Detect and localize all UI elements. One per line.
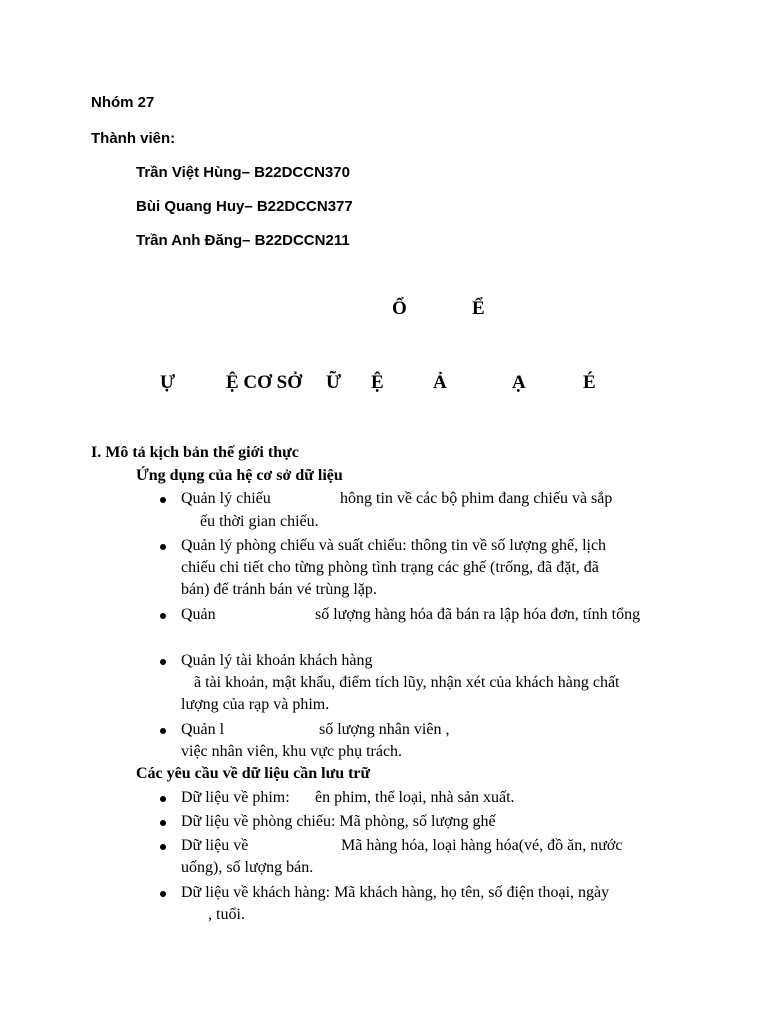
title-fragment: Ạ <box>512 372 526 393</box>
subsection-heading: Các yêu cầu về dữ liệu cần lưu trữ <box>136 765 371 782</box>
list-item: số lượng nhân viên , <box>319 721 450 738</box>
list-item: Dữ liệu về phòng chiếu: Mã phòng, số lượng ghế <box>181 813 496 830</box>
bullet-icon <box>160 728 166 734</box>
list-item-continued: việc nhân viên, khu vực phụ trách. <box>181 743 403 760</box>
title-fragment: Ể <box>472 298 485 319</box>
member-2: Bùi Quang Huy– B22DCCN377 <box>136 198 353 215</box>
list-item: Quản lý phòng chiếu và suất chiếu: thông tin về số lượng ghế, lịch <box>181 537 607 554</box>
list-item: hông tin về các bộ phim đang chiếu và sắp <box>340 490 613 507</box>
list-item-continued: chiếu chi tiết cho từng phòng tình trạng các ghế (trống, đã đặt, đã <box>181 559 599 576</box>
list-item: Quản lý tài khoản khách hàng <box>181 652 373 669</box>
list-item-continued: ếu thời gian chiếu. <box>200 513 319 530</box>
section-heading: I. Mô tả kịch bản thế giới thực <box>91 444 299 461</box>
title-fragment: Ữ <box>326 372 342 393</box>
bullet-icon <box>160 796 166 802</box>
list-item: Quản l <box>181 721 225 738</box>
list-item-continued: uống), số lượng bán. <box>181 859 314 876</box>
title-fragment: Ả <box>433 372 447 393</box>
member-1: Trần Việt Hùng– B22DCCN370 <box>136 164 350 181</box>
list-item-continued: bán) để tránh bán vé trùng lặp. <box>181 581 377 598</box>
bullet-icon <box>160 659 166 665</box>
list-item-continued: lượng của rạp và phim. <box>181 696 330 713</box>
bullet-icon <box>160 497 166 503</box>
list-item: Dữ liệu về <box>181 837 249 854</box>
subsection-heading: Ứng dụng của hệ cơ sở dữ liệu <box>136 467 343 484</box>
list-item: ên phim, thể loại, nhà sản xuất. <box>315 789 515 806</box>
title-fragment: Ự <box>160 372 176 393</box>
members-label: Thành viên: <box>91 130 176 147</box>
group-name: Nhóm 27 <box>91 94 155 111</box>
title-fragment: É <box>583 372 596 393</box>
title-fragment: Ệ <box>371 372 384 393</box>
list-item: Quản lý chiếu <box>181 490 271 507</box>
bullet-icon <box>160 844 166 850</box>
list-item-continued: ã tài khoản, mật khẩu, điểm tích lũy, nhận xét của khách hàng chất <box>194 674 620 691</box>
list-item: Dữ liệu về khách hàng: Mã khách hàng, họ tên, số điện thoại, ngày <box>181 884 610 901</box>
title-fragment: Ổ <box>392 298 407 319</box>
bullet-icon <box>160 820 166 826</box>
list-item: Dữ liệu về phim: <box>181 789 290 806</box>
list-item-continued: , tuổi. <box>208 906 245 923</box>
bullet-icon <box>160 544 166 550</box>
list-item: Quản <box>181 606 216 623</box>
list-item: Mã hàng hóa, loại hàng hóa(vé, đồ ăn, nước <box>341 837 623 854</box>
bullet-icon <box>160 613 166 619</box>
bullet-icon <box>160 891 166 897</box>
list-item: số lượng hàng hóa đã bán ra lập hóa đơn, tính tổng <box>315 606 641 623</box>
title-fragment: Ệ CƠ SỞ <box>226 372 303 393</box>
member-3: Trần Anh Đăng– B22DCCN211 <box>136 232 350 249</box>
